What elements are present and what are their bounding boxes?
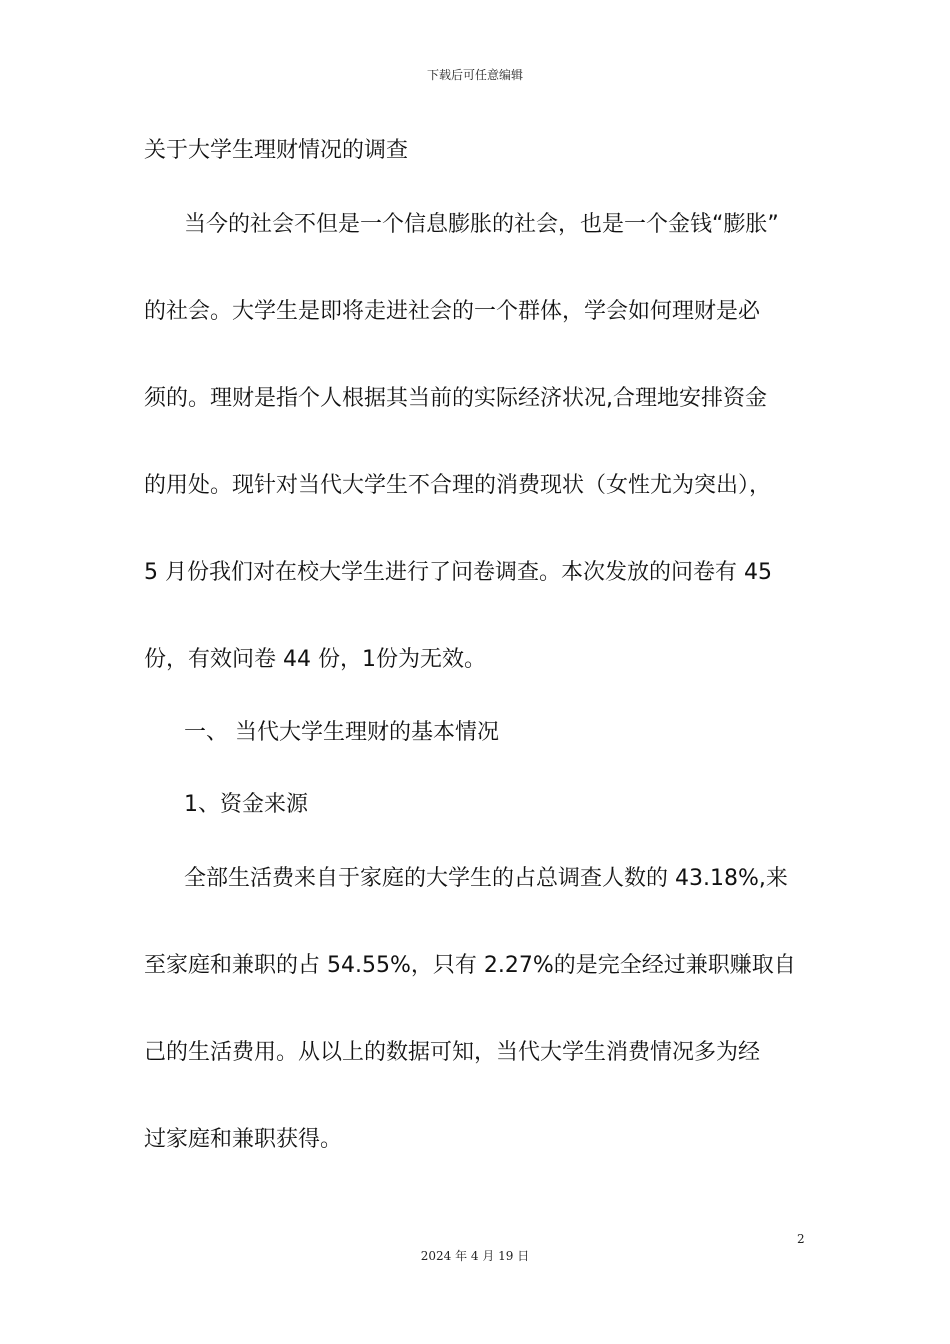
- paragraph-1-line: 的用处。现针对当代大学生不合理的消费现状（女性尤为突出），: [144, 473, 772, 498]
- document-title: 关于大学生理财情况的调查: [144, 138, 409, 163]
- page-header-note: 下载后可任意编辑: [426, 68, 523, 82]
- paragraph-1-line: 5 月份我们对在校大学生进行了问卷调查。本次发放的问卷有 45: [144, 560, 772, 585]
- paragraph-2-line: 全部生活费来自于家庭的大学生的占总调查人数的 43.18%,来: [184, 866, 788, 891]
- paragraph-2-line: 己的生活费用。从以上的数据可知，当代大学生消费情况多为经: [144, 1040, 761, 1065]
- paragraph-1-line: 份，有效问卷 44 份，1份为无效。: [144, 647, 486, 672]
- footer-date: 2024 年 4 月 19 日: [420, 1249, 530, 1263]
- page-number: 2: [797, 1232, 805, 1246]
- paragraph-1-line: 当今的社会不但是一个信息膨胀的社会，也是一个金钱“膨胀”: [184, 212, 779, 237]
- paragraph-1-line: 的社会。大学生是即将走进社会的一个群体，学会如何理财是必: [144, 299, 761, 324]
- paragraph-2-line: 至家庭和兼职的占 54.55%，只有 2.27%的是完全经过兼职赚取自: [144, 953, 796, 978]
- paragraph-2-line: 过家庭和兼职获得。: [144, 1127, 343, 1152]
- paragraph-1-line: 须的。理财是指个人根据其当前的实际经济状况,合理地安排资金: [144, 386, 767, 411]
- section-heading: 一、 当代大学生理财的基本情况: [184, 720, 499, 745]
- subsection-heading: 1、资金来源: [184, 792, 308, 817]
